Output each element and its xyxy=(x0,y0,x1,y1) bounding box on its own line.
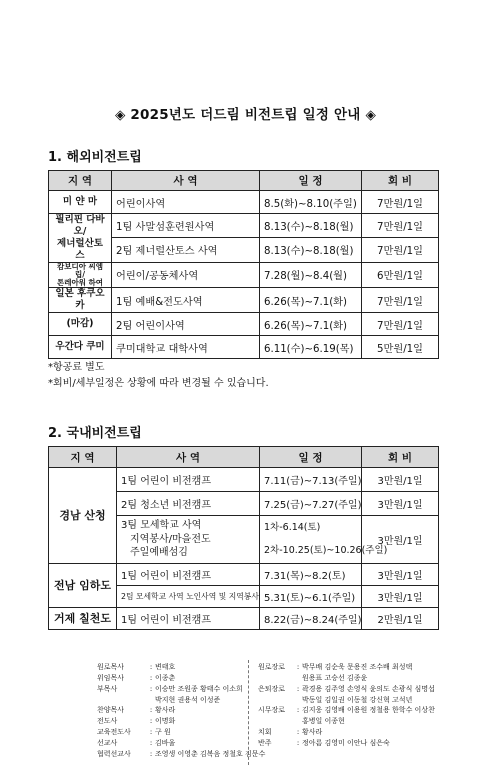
header-region: 지 역 xyxy=(49,171,112,191)
task-cell: 2팀 청소년 비전캠프 xyxy=(117,492,260,516)
task-cell: 2팀 제너럴산토스 사역 xyxy=(112,238,260,262)
staff-names: 변태호 xyxy=(155,663,176,671)
task-cell: 어린이사역 xyxy=(112,191,260,214)
staff-names: 황사라 xyxy=(302,728,323,737)
header-task: 사 역 xyxy=(112,171,260,191)
date-cell: 6.11(수)~6.19(목) xyxy=(260,336,362,359)
staff-row: 원로장로 : 박무배 김순욱 문용진 조수배 최성택 xyxy=(258,663,413,671)
staff-role: 시무장로 xyxy=(258,706,286,715)
region-cell: 거제 칠천도 xyxy=(49,608,117,630)
region-cambodia: 캄보디아 씨엠립/ 톤레아워 하여 xyxy=(56,261,104,287)
date-line: 2차-10.25(토)~10.26(주일) xyxy=(264,544,388,556)
note-change: *회비/세부일정은 상황에 따라 변경될 수 있습니다. xyxy=(48,378,269,389)
header-fee: 회 비 xyxy=(362,171,439,191)
staff-names: 김지웅 김영배 이용원 정철용 한학수 이상찬 xyxy=(302,706,435,715)
staff-row: 찬양목사 : 황사라 xyxy=(97,706,176,715)
staff-role: 치회 xyxy=(258,728,272,737)
region-cell: (마감) xyxy=(49,313,112,336)
table-row xyxy=(49,564,439,586)
task-cell: 1팀 어린이 비전캠프 xyxy=(117,608,260,630)
table-row xyxy=(49,262,439,288)
staff-role: 찬양목사 xyxy=(97,706,125,715)
region-cell: 일본 후쿠오카 xyxy=(49,288,112,313)
staff-list-left xyxy=(97,662,265,760)
staff-names: 이승만 조원종 황태수 이소희 xyxy=(155,684,243,693)
date-cell xyxy=(260,516,388,564)
staff-names: 황사라 xyxy=(155,706,176,715)
staff-role: 협력선교사 xyxy=(97,749,131,758)
date-cell: 8.5(화)~8.10(주일) xyxy=(260,191,362,214)
staff-names: 박동일 김일권 이동철 강신혁 고석년 xyxy=(302,695,413,704)
fee-cell: 7만원/1일 xyxy=(362,238,439,262)
task-cell xyxy=(117,516,260,564)
staff-row: 치회 : 황사라 xyxy=(258,728,323,737)
table-header-row xyxy=(49,447,439,468)
staff-row: 시무장로 : 김지웅 김영배 이용원 정철용 한학수 이상찬 xyxy=(258,706,435,715)
table-header-row xyxy=(49,171,439,191)
fee-cell: 7만원/1일 xyxy=(362,313,439,336)
staff-role: 은퇴장로 xyxy=(258,684,286,693)
date-cell: 8.13(수)~8.18(월) xyxy=(260,214,362,238)
task-line: 주일예배섬김 xyxy=(130,547,188,559)
date-cell: 7.28(월)~8.4(월) xyxy=(260,262,362,288)
overseas-heading: 1. 해외비전트립 xyxy=(48,150,142,165)
task-line: 지역봉사/마을전도 xyxy=(130,533,211,545)
fee-cell: 3만원/1일 xyxy=(362,492,439,516)
staff-names: 정아름 김영미 이안나 심은숙 xyxy=(302,738,390,747)
staff-names: 박지현 권용석 이성준 xyxy=(155,695,221,704)
task-cell: 1팀 예배&전도사역 xyxy=(112,288,260,313)
staff-role: 부목사 xyxy=(97,684,118,693)
fee-cell: 7만원/1일 xyxy=(362,191,439,214)
region-cell xyxy=(49,214,112,263)
staff-row: 은퇴장로 : 곽경용 김주영 손영식 윤의도 손광식 심명섭 xyxy=(258,684,435,693)
task-cell: 어린이/공동체사역 xyxy=(112,262,260,288)
fee-cell: 3만원/1일 xyxy=(362,586,439,608)
fee-cell: 3만원/1일 xyxy=(362,564,439,586)
fee-cell: 7만원/1일 xyxy=(362,288,439,313)
staff-row: 교육전도사 : 구 원 xyxy=(97,728,171,737)
task-cell: 2팀 모세학교 사역 노인사역 및 지역봉사 xyxy=(117,586,260,608)
staff-row: 위임목사 : 이종춘 xyxy=(97,673,176,682)
fee-cell: 6만원/1일 xyxy=(362,262,439,288)
page-title: ◈ 2025년도 더드림 비전트립 일정 안내 ◈ xyxy=(114,107,377,123)
staff-row: 반주 : 정아름 김영미 이안나 심은숙 xyxy=(258,738,390,747)
footer-divider xyxy=(248,660,249,765)
task-cell: 1팀 어린이 비전캠프 xyxy=(117,564,260,586)
staff-row: 협력선교사 : 조영생 이영춘 김복음 정철호 김문수 xyxy=(97,749,266,758)
staff-row xyxy=(258,716,435,727)
region-philippines: 필리핀 다바오/ 제너럴산토스 xyxy=(55,214,105,261)
task-cell: 2팀 어린이사역 xyxy=(112,313,260,336)
header-date: 일 정 xyxy=(260,171,362,191)
staff-row: 전도사 : 이명화 xyxy=(97,717,176,726)
date-cell: 7.31(목)~8.2(토) xyxy=(260,564,362,586)
staff-names: 박무배 김순욱 문용진 조수배 최성택 xyxy=(302,663,413,671)
fee-cell: 3만원/1일 xyxy=(362,468,439,492)
task-line: 3팀 모세학교 사역 xyxy=(121,520,202,532)
staff-row xyxy=(258,673,435,684)
table-row xyxy=(49,191,439,214)
staff-names: 김바울 xyxy=(155,738,176,747)
staff-names: 홍병일 이종현 xyxy=(302,717,345,726)
staff-role: 반주 xyxy=(258,738,272,747)
staff-names: 곽경용 김주영 손영식 윤의도 손광식 심명섭 xyxy=(302,684,435,693)
staff-role: 원로목사 xyxy=(97,663,125,671)
staff-row xyxy=(258,695,435,706)
task-cell: 쿠미대학교 대학사역 xyxy=(112,336,260,359)
task-cell: 1팀 어린이 비전캠프 xyxy=(117,468,260,492)
header-fee: 회 비 xyxy=(362,447,439,468)
table-row xyxy=(49,336,439,359)
task-cell: 1팀 사말섬훈련원사역 xyxy=(112,214,260,238)
staff-role: 선교사 xyxy=(97,738,118,747)
staff-role: 원로장로 xyxy=(258,663,286,671)
staff-names: 이명화 xyxy=(155,717,176,726)
date-cell: 7.11(금)~7.13(주일) xyxy=(260,468,362,492)
staff-names: 구 원 xyxy=(155,728,171,737)
header-region: 지 역 xyxy=(49,447,117,468)
date-cell: 6.26(목)~7.1(화) xyxy=(260,288,362,313)
region-cell: 경남 산청 xyxy=(49,468,117,564)
fee-cell: 2만원/1일 xyxy=(362,608,439,630)
staff-row: 원로목사 : 변태호 xyxy=(97,663,176,671)
staff-role: 위임목사 xyxy=(97,673,125,682)
overseas-table xyxy=(48,170,439,359)
staff-row: 부목사 : 이승만 조원종 황태수 이소희 xyxy=(97,684,243,693)
table-row xyxy=(49,313,439,336)
date-cell: 7.25(금)~7.27(주일) xyxy=(260,492,362,516)
staff-row xyxy=(97,695,265,706)
fee-cell: 7만원/1일 xyxy=(362,214,439,238)
domestic-table xyxy=(48,446,439,630)
region-cell: 미 얀 마 xyxy=(49,191,112,214)
staff-list-right xyxy=(258,662,435,749)
note-airfare: *항공료 별도 xyxy=(48,362,105,373)
domestic-heading: 2. 국내비전트립 xyxy=(48,426,142,441)
date-cell: 8.22(금)~8.24(주일) xyxy=(260,608,362,630)
staff-names: 이종춘 xyxy=(155,673,176,682)
staff-row: 선교사 : 김바울 xyxy=(97,738,176,747)
fee-cell: 3만원/1일 xyxy=(362,516,439,564)
staff-role: 전도사 xyxy=(97,717,118,726)
region-cell xyxy=(49,262,112,288)
table-row xyxy=(49,214,439,238)
staff-names: 원용표 고승선 김종윤 xyxy=(302,673,368,682)
date-cell: 6.26(목)~7.1(화) xyxy=(260,313,362,336)
table-row xyxy=(49,288,439,313)
region-cell: 전남 임하도 xyxy=(49,564,117,608)
region-cell: 우간다 쿠미 xyxy=(49,336,112,359)
date-line: 1차-6.14(토) xyxy=(264,521,321,533)
table-row xyxy=(49,608,439,630)
date-cell: 5.31(토)~6.1(주일) xyxy=(260,586,362,608)
header-date: 일 정 xyxy=(260,447,362,468)
header-task: 사 역 xyxy=(117,447,260,468)
fee-cell: 5만원/1일 xyxy=(362,336,439,359)
staff-names: 조영생 이영춘 김복음 정철호 김문수 xyxy=(155,749,266,758)
staff-role: 교육전도사 xyxy=(97,728,131,737)
date-cell: 8.13(수)~8.18(월) xyxy=(260,238,362,262)
table-row xyxy=(49,468,439,492)
